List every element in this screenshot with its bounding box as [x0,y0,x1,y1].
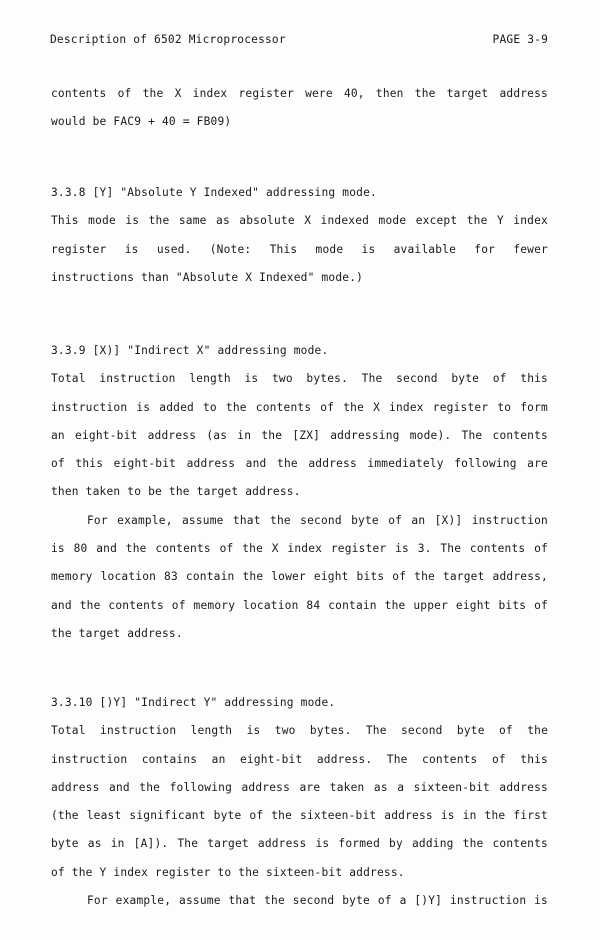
text-line: contents of the X index register were 40, then the target address [51,87,548,100]
section-3-3-9 [51,337,548,648]
text-line: of this eight-bit address and the address immediately following are [51,457,548,471]
text-line: Total instruction length is two bytes. The second byte of the [51,724,548,738]
text-line: (the least significant byte of the sixteen-bit address is in the first [51,809,548,823]
section-heading: 3.3.10 [)Y] "Indirect Y" addressing mode. [51,696,336,709]
text-line: instruction is added to the contents of the X index register to form [51,400,548,414]
page-header [50,33,548,46]
section-3-3-10 [51,689,548,915]
text-line: an eight-bit address (as in the [ZX] addressing mode). The contents [51,428,548,442]
text-line: is 80 and the contents of the X index register is 3. The contents of [51,542,548,556]
text-line: Total instruction length is two bytes. The second byte of this [51,372,548,386]
document-title: Description of 6502 Microprocessor [50,33,286,46]
section-heading: 3.3.8 [Y] "Absolute Y Indexed" addressing mode. [51,186,377,199]
section-heading: 3.3.9 [X)] "Indirect X" addressing mode. [51,344,329,357]
page-number: PAGE 3-9 [492,33,548,46]
text-line: address and the following address are taken as a sixteen-bit address [51,780,548,794]
text-line: of the Y index register to the sixteen-bit address. [51,865,405,879]
text-line: then taken to be the target address. [51,485,301,499]
text-line: register is used. (Note: This mode is available for fewer [51,242,548,256]
text-line: instruction contains an eight-bit address. The contents of this [51,752,548,766]
text-line: This mode is the same as absolute X indexed mode except the Y index [51,214,548,228]
section-3-3-8 [51,179,548,292]
text-line: For example, assume that the second byte of a [)Y] instruction is [87,894,548,908]
text-line: byte as in [A]). The target address is formed by adding the contents [51,837,548,851]
paragraph-continuation [51,80,548,137]
text-line: the target address. [51,626,183,640]
text-line: memory location 83 contain the lower eight bits of the target address, [51,570,548,584]
text-line: would be FAC9 + 40 = FB09) [51,115,232,129]
text-line: For example, assume that the second byte of an [X)] instruction [87,513,548,527]
text-line: and the contents of memory location 84 contain the upper eight bits of [51,598,548,612]
text-line: instructions than "Absolute X Indexed" mode.) [51,270,364,284]
